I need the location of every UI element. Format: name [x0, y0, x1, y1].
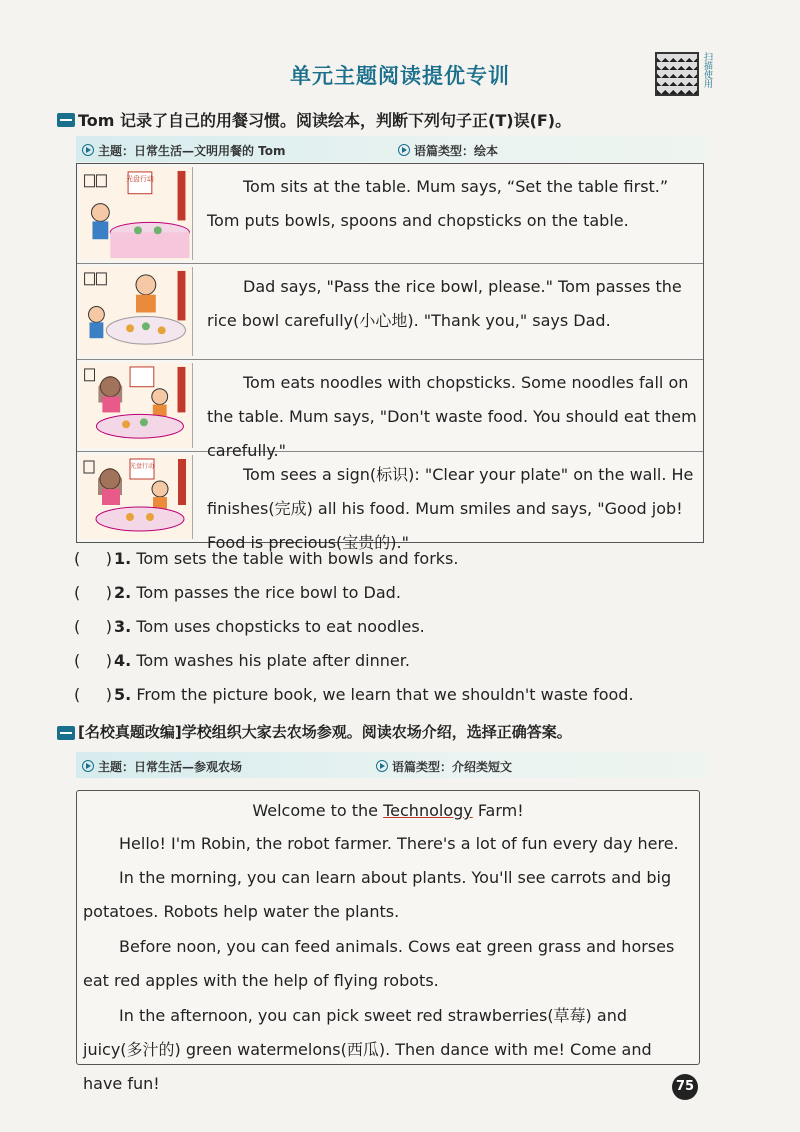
- story-row: [77, 264, 703, 360]
- sign-text: 光盘行动: [129, 463, 155, 470]
- passage-title: Welcome to the Technology Farm!: [252, 801, 524, 820]
- answer-paren[interactable]: ( ): [74, 549, 112, 568]
- section1-heading: Tom 记录了自己的用餐习惯。阅读绘本，判断下列句子正(T)误(F)。: [78, 111, 572, 130]
- story-row: [77, 452, 703, 552]
- story-illustration-2: [80, 267, 193, 356]
- story-text-2: Dad says, "Pass the rice bowl, please." Tom passes the rice bowl carefully(小心地). "Thank you," says Dad.: [207, 277, 682, 330]
- story-illustration-4: [80, 455, 193, 539]
- story-illustration-3: [80, 363, 193, 448]
- question-1[interactable]: ( ) 1. Tom sets the table with bowls and forks.: [74, 549, 459, 568]
- answer-paren[interactable]: ( ): [74, 583, 112, 602]
- genre-label: 语篇类型：介绍类短文: [376, 758, 512, 775]
- section2-heading: [名校真题改编]学校组织大家去农场参观。阅读农场介绍，选择正确答案。: [78, 723, 572, 741]
- answer-paren[interactable]: ( ): [74, 617, 112, 636]
- page-number: 75: [672, 1074, 698, 1100]
- passage-paragraph: In the afternoon, you can pick sweet red strawberries(草莓) and juicy(多汁的) green watermelons(西瓜). Then dance with me! Come and have fun!: [83, 1006, 652, 1093]
- passage-paragraph: Before noon, you can feed animals. Cows eat green grass and horses eat red apples with the help of flying robots.: [83, 937, 675, 990]
- passage-paragraph: Hello! I'm Robin, the robot farmer. There's a lot of fun every day here.: [119, 834, 679, 853]
- sign-text: 光盘行动: [126, 174, 154, 183]
- question-2[interactable]: ( ) 2. Tom passes the rice bowl to Dad.: [74, 583, 401, 602]
- qr-code-icon[interactable]: [655, 52, 699, 96]
- play-icon: [82, 144, 94, 156]
- section-marker-icon: [57, 726, 75, 740]
- play-icon: [376, 760, 388, 772]
- qr-label: 扫描使用: [702, 52, 712, 88]
- story-row: [77, 164, 703, 264]
- genre-label: 语篇类型：绘本: [398, 142, 498, 159]
- story-text-1: Tom sits at the table. Mum says, “Set the table first.” Tom puts bowls, spoons and chopsticks on the table.: [207, 177, 669, 230]
- page-title: 单元主题阅读提优专训: [290, 64, 510, 88]
- play-icon: [398, 144, 410, 156]
- play-icon: [82, 760, 94, 772]
- section-marker-icon: [57, 113, 75, 127]
- answer-paren[interactable]: ( ): [74, 685, 112, 704]
- picture-book: [76, 163, 704, 552]
- section1-info-bar: [76, 136, 706, 162]
- answer-paren[interactable]: ( ): [74, 651, 112, 670]
- story-row: [77, 360, 703, 460]
- passage-paragraph: In the morning, you can learn about plants. You'll see carrots and big potatoes. Robots help water the plants.: [83, 868, 672, 921]
- question-3[interactable]: ( ) 3. Tom uses chopsticks to eat noodles.: [74, 617, 425, 636]
- story-text-3: Tom eats noodles with chopsticks. Some noodles fall on the table. Mum says, "Don't waste food. You should eat them carefully.": [207, 373, 697, 460]
- section2-info-bar: [76, 752, 706, 778]
- topic-label: 主题：日常生活—文明用餐的 Tom: [82, 142, 286, 159]
- topic-label: 主题：日常生活—参观农场: [82, 758, 242, 775]
- story-illustration-1: [80, 167, 193, 260]
- question-4[interactable]: ( ) 4. Tom washes his plate after dinner.: [74, 651, 410, 670]
- question-5[interactable]: ( ) 5. From the picture book, we learn that we shouldn't waste food.: [74, 685, 634, 704]
- story-text-4: Tom sees a sign(标识): "Clear your plate" on the wall. He finishes(完成) all his food. Mum smiles and says, "Good job! Food is precious(宝贵的).": [207, 465, 694, 552]
